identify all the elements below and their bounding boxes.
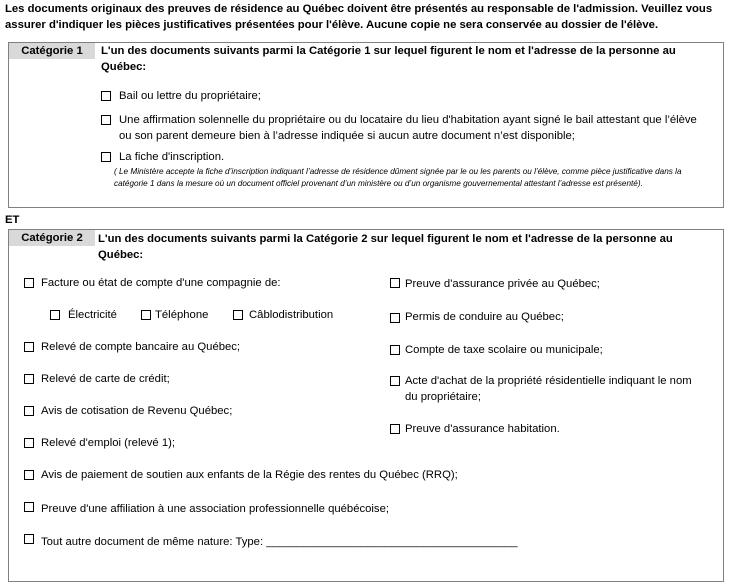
item-carte-credit: Relevé de carte de crédit; [41, 373, 170, 385]
checkbox-assurance-habitation[interactable] [390, 424, 400, 434]
checkbox-permis[interactable] [390, 313, 400, 323]
et-connector: ET [5, 214, 20, 226]
checkbox-facture[interactable] [24, 278, 34, 288]
checkbox-revenu-quebec[interactable] [24, 406, 34, 416]
item-fiche: La fiche d'inscription. [119, 151, 225, 163]
item-assurance-privee: Preuve d'assurance privée au Québec; [405, 278, 600, 290]
item-affirmation: Une affirmation solennelle du propriétaire ou du locataire du lieu d'habitation ayant signé le bail attestant que l’élève ou son parent demeure bien à l’adresse indiquée si aucun autre document n’est disponible; [119, 114, 697, 142]
item-bail: Bail ou lettre du propriétaire; [119, 90, 261, 102]
item-revenu-quebec: Avis de cotisation de Revenu Québec; [41, 405, 233, 417]
item-association: Preuve d'une affiliation à une association professionnelle québécoise; [41, 503, 389, 515]
item-autre-document: Tout autre document de même nature: Type: ________________________________________ [41, 536, 518, 548]
checkbox-bail[interactable] [101, 91, 111, 101]
checkbox-affirmation[interactable] [101, 115, 111, 125]
option-electricite: Électricité [68, 309, 117, 321]
item-facture: Facture ou état de compte d'une compagnie de: [41, 277, 281, 289]
category-2-label: Catégorie 2 [9, 230, 95, 246]
option-telephone: Téléphone [155, 309, 209, 321]
category-1-title: L'un des documents suivants parmi la Catégorie 1 sur lequel figurent le nom et l'adresse de la personne au Québec: [101, 45, 676, 73]
checkbox-electricite[interactable] [50, 310, 60, 320]
item-permis: Permis de conduire au Québec; [405, 311, 564, 323]
checkbox-telephone[interactable] [141, 310, 151, 320]
category-2-title: L'un des documents suivants parmi la Catégorie 2 sur lequel figurent le nom et l'adresse de la personne au Québec: [98, 233, 673, 261]
item-releve-emploi: Relevé d'emploi (relevé 1); [41, 437, 176, 449]
category-1-label: Catégorie 1 [9, 43, 95, 59]
checkbox-releve-bancaire[interactable] [24, 342, 34, 352]
fiche-note: ( Le Ministère accepte la fiche d’inscription indiquant l’adresse de résidence dûment signée par le ou les parents ou l’élève, comme pièce justificative dans la catégorie 1 dans la mesure où un document officiel provenant d’un ministère ou d’un organisme gouvernemental attestant l’adresse est présenté). [114, 167, 682, 188]
option-cablodistribution: Câblodistribution [249, 309, 334, 321]
checkbox-rrq[interactable] [24, 470, 34, 480]
item-assurance-habitation: Preuve d'assurance habitation. [405, 423, 560, 435]
checkbox-cablodistribution[interactable] [233, 310, 243, 320]
checkbox-taxe[interactable] [390, 345, 400, 355]
checkbox-acte-achat[interactable] [390, 376, 400, 386]
checkbox-association[interactable] [24, 502, 34, 512]
item-acte-achat: Acte d'achat de la propriété résidentielle indiquant le nom du propriétaire; [405, 375, 692, 403]
checkbox-fiche[interactable] [101, 152, 111, 162]
item-taxe: Compte de taxe scolaire ou municipale; [405, 344, 603, 356]
checkbox-releve-emploi[interactable] [24, 438, 34, 448]
checkbox-assurance-privee[interactable] [390, 278, 400, 288]
checkbox-autre-document[interactable] [24, 534, 34, 544]
intro-text: Les documents originaux des preuves de résidence au Québec doivent être présentés au responsable de l'admission. Veuillez vous assurer d'indiquer les pièces justificatives présentées pour l'élève. Aucune copie ne sera conservée au dossier de l'élève. [5, 3, 713, 31]
item-releve-bancaire: Relevé de compte bancaire au Québec; [41, 341, 241, 353]
item-rrq: Avis de paiement de soutien aux enfants de la Régie des rentes du Québec (RRQ); [41, 469, 458, 481]
checkbox-carte-credit[interactable] [24, 374, 34, 384]
